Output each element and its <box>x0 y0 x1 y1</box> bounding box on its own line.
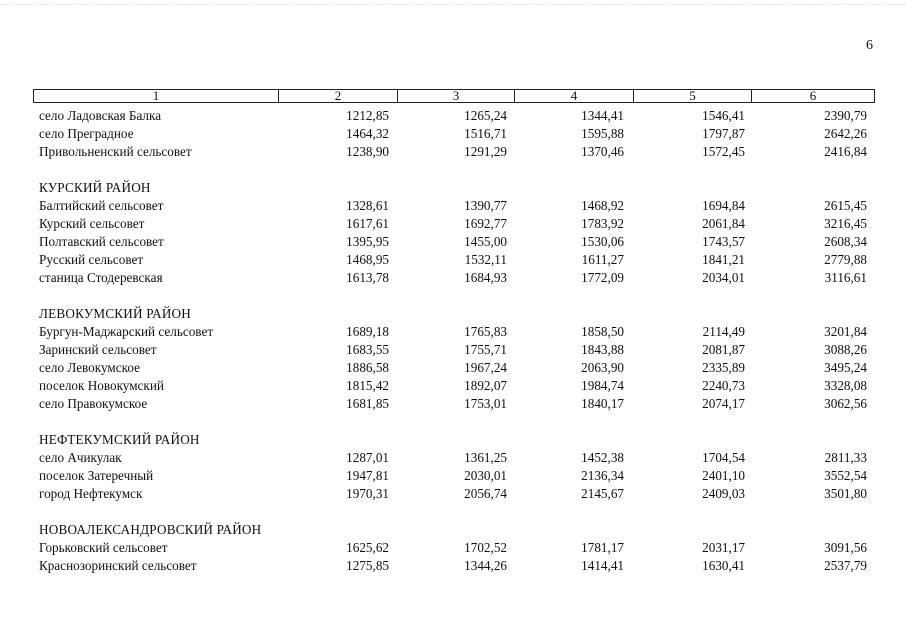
settlement-name: Горьковский сельсовет <box>39 540 168 555</box>
header-cell-4: 4 <box>514 90 633 102</box>
value-col-5: 1546,41 <box>702 108 745 123</box>
value-col-4: 2145,67 <box>581 486 624 501</box>
settlement-name: Полтавский сельсовет <box>39 234 164 249</box>
value-col-3: 1967,24 <box>464 360 507 375</box>
table-row <box>0 215 905 233</box>
header-cell-2: 2 <box>278 90 397 102</box>
value-col-3: 1684,93 <box>464 270 507 285</box>
settlement-name: Краснозоринский сельсовет <box>39 558 197 573</box>
value-col-5: 2081,87 <box>702 342 745 357</box>
table-row <box>0 143 905 161</box>
value-col-2: 1275,85 <box>346 558 389 573</box>
table-row <box>0 467 905 485</box>
value-col-2: 1683,55 <box>346 342 389 357</box>
value-col-2: 1886,58 <box>346 360 389 375</box>
settlement-name: Заринский сельсовет <box>39 342 157 357</box>
value-col-6: 3088,26 <box>824 342 867 357</box>
value-col-2: 1464,32 <box>346 126 389 141</box>
value-col-6: 2390,79 <box>824 108 867 123</box>
value-col-6: 3495,24 <box>824 360 867 375</box>
settlement-name: станица Стодеревская <box>39 270 163 285</box>
value-col-2: 1815,42 <box>346 378 389 393</box>
value-col-4: 1783,92 <box>581 216 624 231</box>
district-heading: ЛЕВОКУМСКИЙ РАЙОН <box>39 306 191 321</box>
value-col-6: 3328,08 <box>824 378 867 393</box>
value-col-6: 2615,45 <box>824 198 867 213</box>
value-col-5: 1694,84 <box>702 198 745 213</box>
value-col-6: 2642,26 <box>824 126 867 141</box>
value-col-5: 1630,41 <box>702 558 745 573</box>
value-col-2: 1970,31 <box>346 486 389 501</box>
value-col-2: 1468,95 <box>346 252 389 267</box>
value-col-4: 1370,46 <box>581 144 624 159</box>
value-col-5: 2034,01 <box>702 270 745 285</box>
value-col-4: 1840,17 <box>581 396 624 411</box>
settlement-name: село Ладовская Балка <box>39 108 162 123</box>
value-col-3: 1516,71 <box>464 126 507 141</box>
value-col-3: 1702,52 <box>464 540 507 555</box>
value-col-5: 1743,57 <box>702 234 745 249</box>
value-col-3: 1344,26 <box>464 558 507 573</box>
header-cell-5: 5 <box>633 90 751 102</box>
value-col-2: 1328,61 <box>346 198 389 213</box>
settlement-name: село Преградное <box>39 126 134 141</box>
table-row <box>0 449 905 467</box>
value-col-4: 1984,74 <box>581 378 624 393</box>
value-col-2: 1947,81 <box>346 468 389 483</box>
settlement-name: село Ачикулак <box>39 450 122 465</box>
value-col-4: 1344,41 <box>581 108 624 123</box>
value-col-3: 2030,01 <box>464 468 507 483</box>
value-col-5: 2409,03 <box>702 486 745 501</box>
value-col-2: 1625,62 <box>346 540 389 555</box>
table-row <box>0 557 905 575</box>
value-col-6: 2608,34 <box>824 234 867 249</box>
value-col-5: 1704,54 <box>702 450 745 465</box>
page-number: 6 <box>866 38 873 53</box>
value-col-6: 2537,79 <box>824 558 867 573</box>
value-col-4: 1781,17 <box>581 540 624 555</box>
value-col-6: 3216,45 <box>824 216 867 231</box>
header-cell-6: 6 <box>751 90 874 102</box>
table-row <box>0 197 905 215</box>
scan-artifact-line <box>0 4 905 7</box>
value-col-6: 2779,88 <box>824 252 867 267</box>
table-header <box>33 89 875 103</box>
district-heading: НЕФТЕКУМСКИЙ РАЙОН <box>39 432 200 447</box>
value-col-6: 2416,84 <box>824 144 867 159</box>
settlement-name: поселок Новокумский <box>39 378 164 393</box>
district-heading: НОВОАЛЕКСАНДРОВСКИЙ РАЙОН <box>39 522 262 537</box>
value-col-4: 1611,27 <box>581 252 624 267</box>
value-col-4: 1772,09 <box>581 270 624 285</box>
value-col-6: 3116,61 <box>824 270 867 285</box>
value-col-4: 2063,90 <box>581 360 624 375</box>
settlement-name: Русский сельсовет <box>39 252 144 267</box>
value-col-6: 3201,84 <box>824 324 867 339</box>
value-col-6: 3091,56 <box>824 540 867 555</box>
settlement-name: село Правокумское <box>39 396 148 411</box>
value-col-5: 1797,87 <box>702 126 745 141</box>
settlement-name: село Левокумское <box>39 360 140 375</box>
table-row <box>0 107 905 125</box>
value-col-2: 1287,01 <box>346 450 389 465</box>
value-col-5: 2401,10 <box>702 468 745 483</box>
value-col-3: 1753,01 <box>464 396 507 411</box>
header-cell-3: 3 <box>397 90 514 102</box>
table-row <box>0 125 905 143</box>
table-row <box>0 269 905 287</box>
value-col-3: 1291,29 <box>464 144 507 159</box>
value-col-6: 2811,33 <box>824 450 867 465</box>
value-col-4: 1595,88 <box>581 126 624 141</box>
header-cell-1: 1 <box>152 88 160 103</box>
value-col-3: 1765,83 <box>464 324 507 339</box>
value-col-4: 1843,88 <box>581 342 624 357</box>
value-col-3: 2056,74 <box>464 486 507 501</box>
table-row <box>0 539 905 557</box>
value-col-5: 2240,73 <box>702 378 745 393</box>
group-spacer <box>0 503 905 521</box>
district-heading: КУРСКИЙ РАЙОН <box>39 180 151 195</box>
settlement-name: Привольненский сельсовет <box>39 144 192 159</box>
table-row <box>0 377 905 395</box>
group-spacer <box>0 287 905 305</box>
value-col-5: 1572,45 <box>702 144 745 159</box>
value-col-4: 1530,06 <box>581 234 624 249</box>
value-col-3: 1390,77 <box>464 198 507 213</box>
settlement-name: поселок Затеречный <box>39 468 154 483</box>
value-col-3: 1532,11 <box>464 252 507 267</box>
settlement-name: Курский сельсовет <box>39 216 145 231</box>
value-col-4: 1414,41 <box>581 558 624 573</box>
value-col-5: 2061,84 <box>702 216 745 231</box>
value-col-2: 1681,85 <box>346 396 389 411</box>
value-col-2: 1212,85 <box>346 108 389 123</box>
value-col-6: 3501,80 <box>824 486 867 501</box>
settlement-name: Бургун-Маджарский сельсовет <box>39 324 214 339</box>
value-col-4: 2136,34 <box>581 468 624 483</box>
value-col-3: 1455,00 <box>464 234 507 249</box>
value-col-2: 1395,95 <box>346 234 389 249</box>
value-col-3: 1692,77 <box>464 216 507 231</box>
value-col-3: 1265,24 <box>464 108 507 123</box>
value-col-5: 2031,17 <box>702 540 745 555</box>
value-col-2: 1613,78 <box>346 270 389 285</box>
value-col-3: 1361,25 <box>464 450 507 465</box>
value-col-4: 1452,38 <box>581 450 624 465</box>
value-col-5: 1841,21 <box>702 252 745 267</box>
value-col-6: 3062,56 <box>824 396 867 411</box>
settlement-name: Балтийский сельсовет <box>39 198 164 213</box>
group-spacer <box>0 413 905 431</box>
table-row <box>0 251 905 269</box>
table-row <box>0 323 905 341</box>
value-col-5: 2114,49 <box>702 324 745 339</box>
value-col-3: 1755,71 <box>464 342 507 357</box>
table-row <box>0 395 905 413</box>
value-col-5: 2335,89 <box>702 360 745 375</box>
settlement-name: город Нефтекумск <box>39 486 143 501</box>
value-col-4: 1858,50 <box>581 324 624 339</box>
value-col-6: 3552,54 <box>824 468 867 483</box>
value-col-3: 1892,07 <box>464 378 507 393</box>
table-row <box>0 485 905 503</box>
value-col-2: 1238,90 <box>346 144 389 159</box>
value-col-2: 1617,61 <box>346 216 389 231</box>
value-col-2: 1689,18 <box>346 324 389 339</box>
value-col-4: 1468,92 <box>581 198 624 213</box>
value-col-5: 2074,17 <box>702 396 745 411</box>
table-row <box>0 233 905 251</box>
table-row <box>0 341 905 359</box>
table-row <box>0 359 905 377</box>
group-spacer <box>0 161 905 179</box>
table-body <box>0 107 905 575</box>
